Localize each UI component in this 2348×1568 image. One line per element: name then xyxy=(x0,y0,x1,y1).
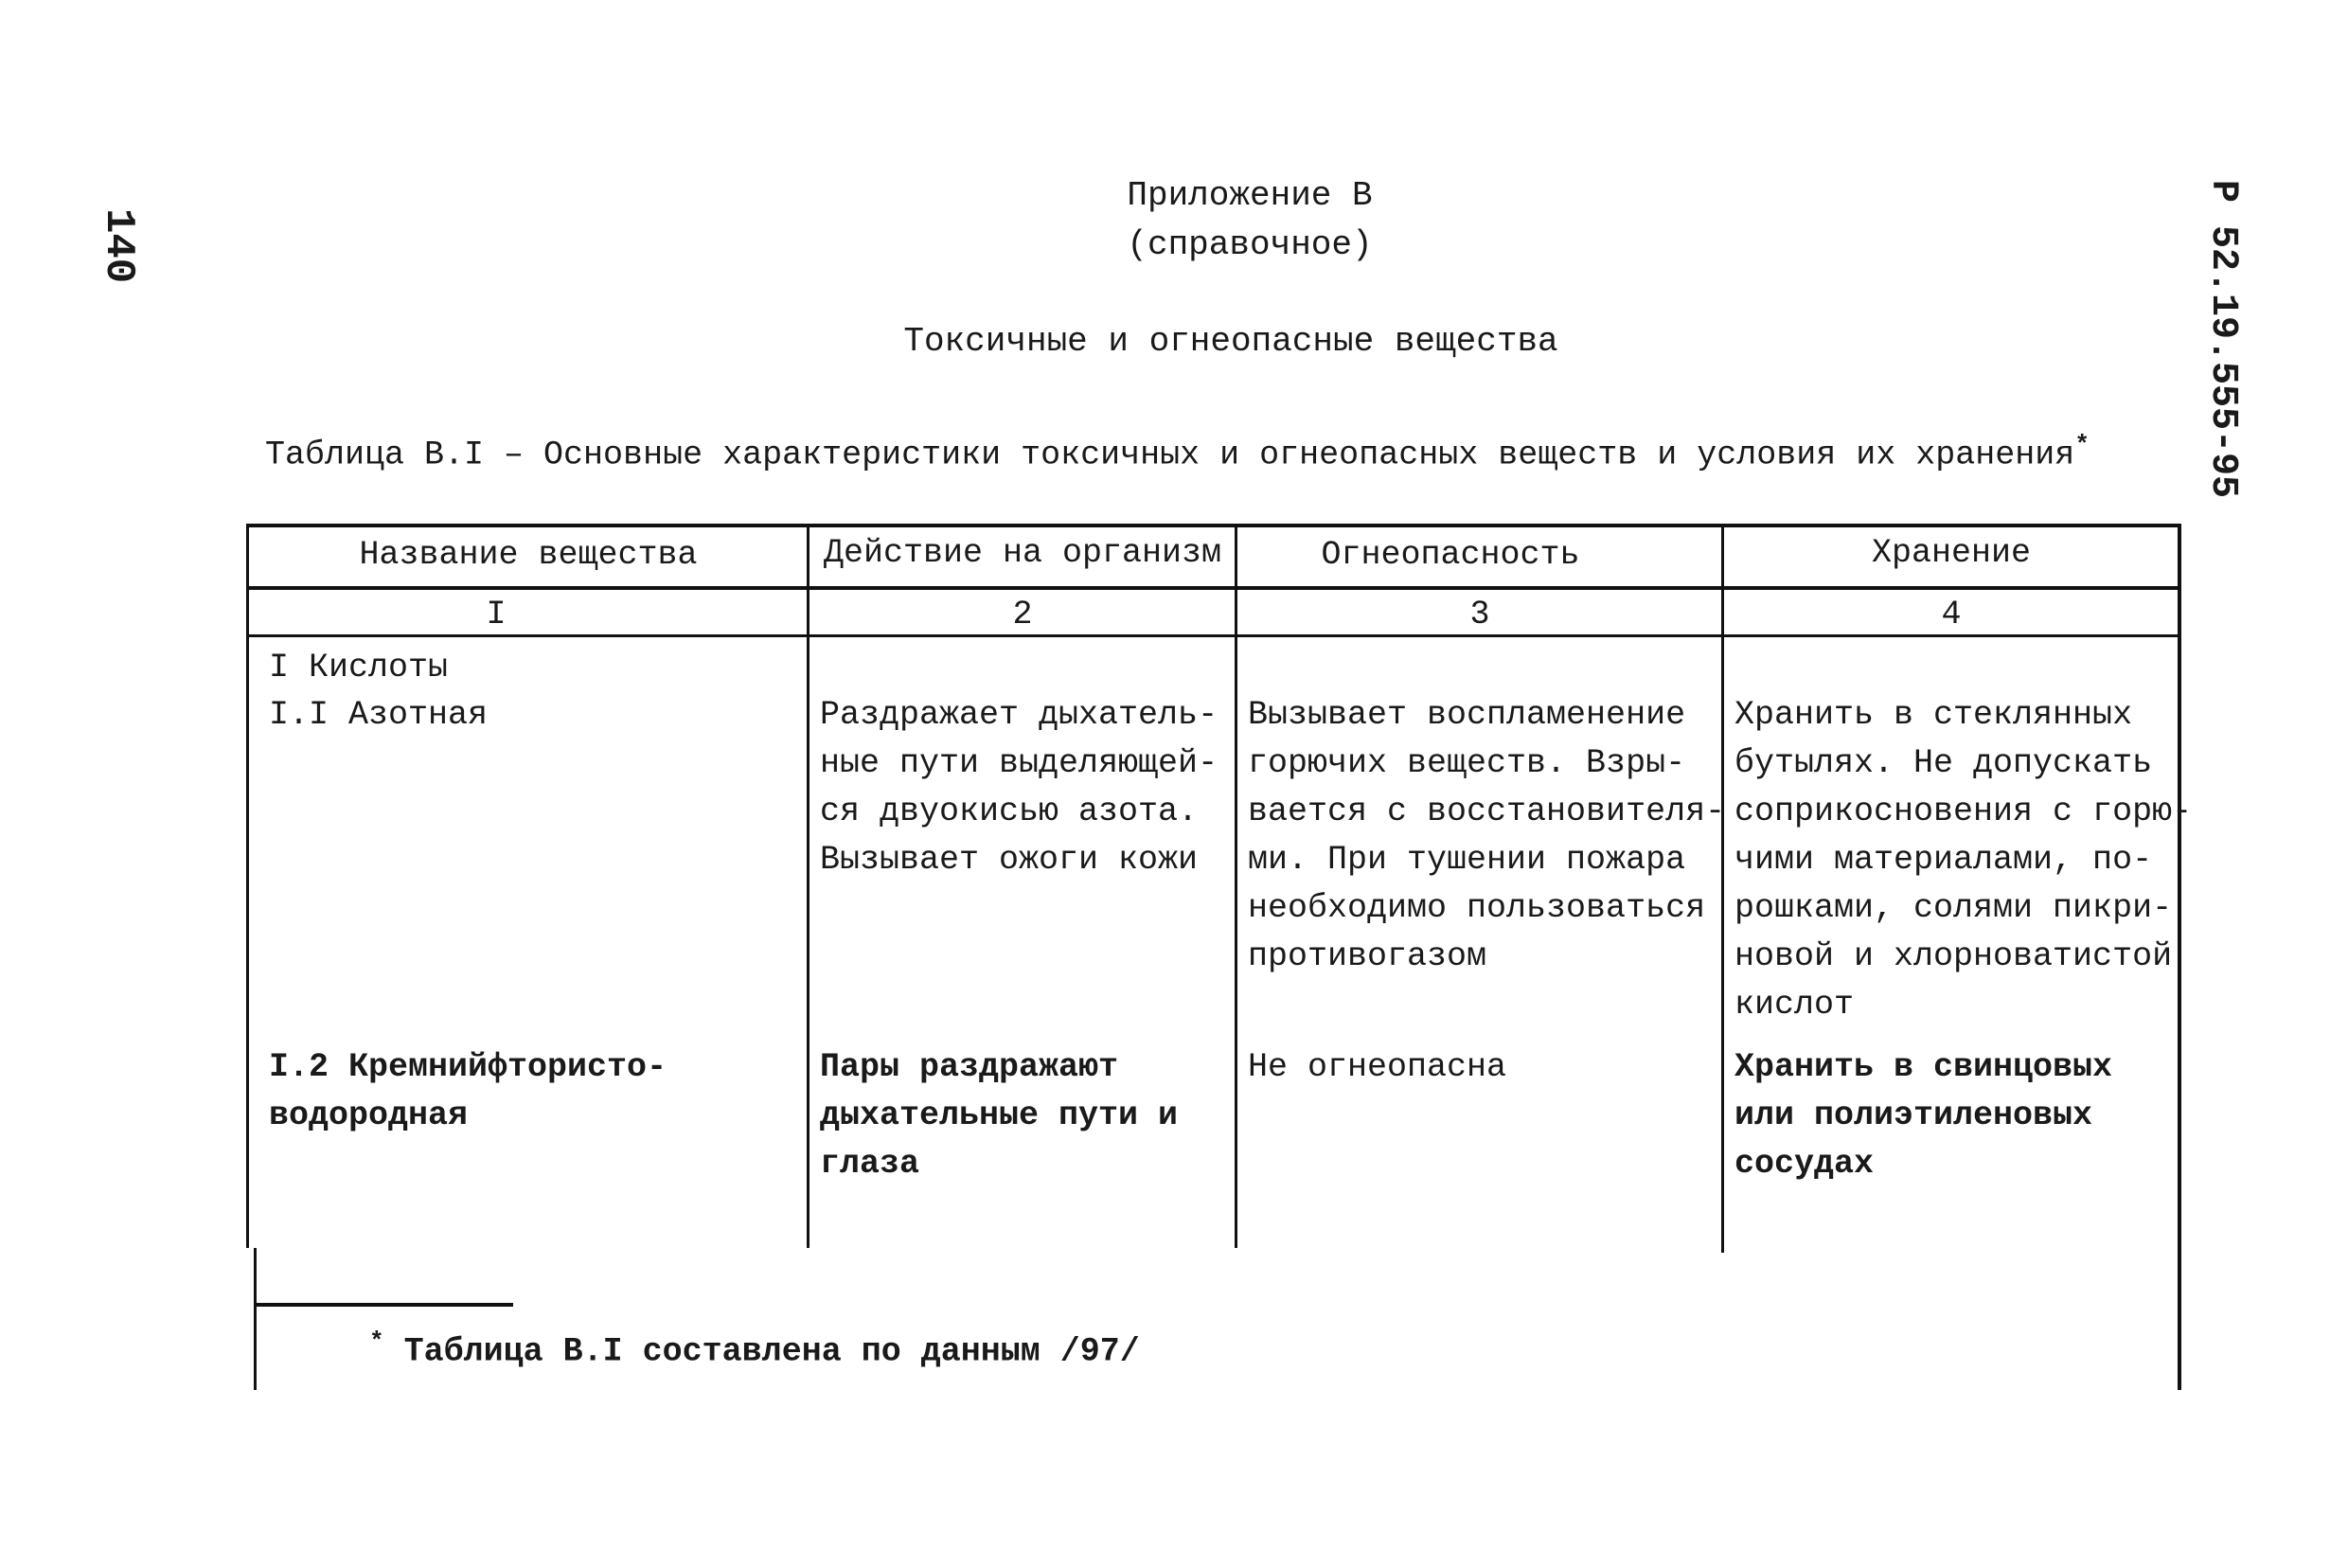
page-number: 140 xyxy=(95,208,142,284)
table-row-2-effect: Пары раздражают дыхательные пути и глаза xyxy=(820,1048,1179,1183)
column-number-3: 3 xyxy=(1469,596,1490,633)
table-left-border xyxy=(246,524,249,1248)
header-separator xyxy=(246,586,2179,590)
document-code: Р 52.19.555-95 xyxy=(2201,180,2244,499)
footnote xyxy=(369,1327,1140,1371)
group-label-acids: I Кислоты xyxy=(269,649,449,686)
footnote-text: Таблица В.I составлена по данным /97/ xyxy=(403,1332,1140,1371)
table-row-1-effect: Раздражает дыхатель- ные пути выделяющей- ся двуокисью азота. Вызывает ожоги кожи xyxy=(820,696,1218,879)
table-row-2-fire: Не огнеопасна xyxy=(1248,1048,1507,1086)
column-header-fire: Огнеопасность xyxy=(1321,536,1580,574)
table-caption-mark: * xyxy=(2074,431,2090,459)
column-divider-1 xyxy=(807,524,809,1248)
column-number-1: I xyxy=(486,596,507,633)
table-row-2-name: I.2 Кремнийфтористо- водородная xyxy=(269,1048,667,1134)
appendix-title: Приложение В xyxy=(1127,176,1373,215)
column-header-storage: Хранение xyxy=(1871,534,2032,572)
table-left-border-lower xyxy=(254,1248,257,1390)
table-row-1-storage: Хранить в стеклянных бутылях. Не допускать соприкосновения с горю- чими материалами, по- рошками, солями пикри- новой и хлорноватистой кислот xyxy=(1734,696,2193,1024)
column-header-effect: Действие на организм xyxy=(823,534,1222,572)
column-header-name: Название вещества xyxy=(359,536,698,574)
footnote-rule xyxy=(256,1303,513,1307)
column-number-2: 2 xyxy=(1012,596,1033,633)
footnote-mark: * xyxy=(369,1327,384,1356)
column-divider-2 xyxy=(1235,524,1237,1248)
column-number-4: 4 xyxy=(1941,596,1962,633)
section-title: Токсичные и огнеопасные вещества xyxy=(903,322,1558,361)
table-row-1-name: I.I Азотная xyxy=(269,696,489,734)
table-row-1-fire: Вызывает воспламенение горючих веществ. Взры- вается с восстановителя- ми. При тушении пожара необходимо пользоваться противогазом xyxy=(1248,696,1726,975)
appendix-subtitle: (справочное) xyxy=(1127,225,1373,264)
table-caption xyxy=(265,431,2090,474)
table-row-2-storage: Хранить в свинцовых или полиэтиленовых сосудах xyxy=(1734,1048,2113,1183)
table-caption-text: Таблица В.I – Основные характеристики токсичных и огнеопасных веществ и условия их хранения xyxy=(265,436,2075,474)
